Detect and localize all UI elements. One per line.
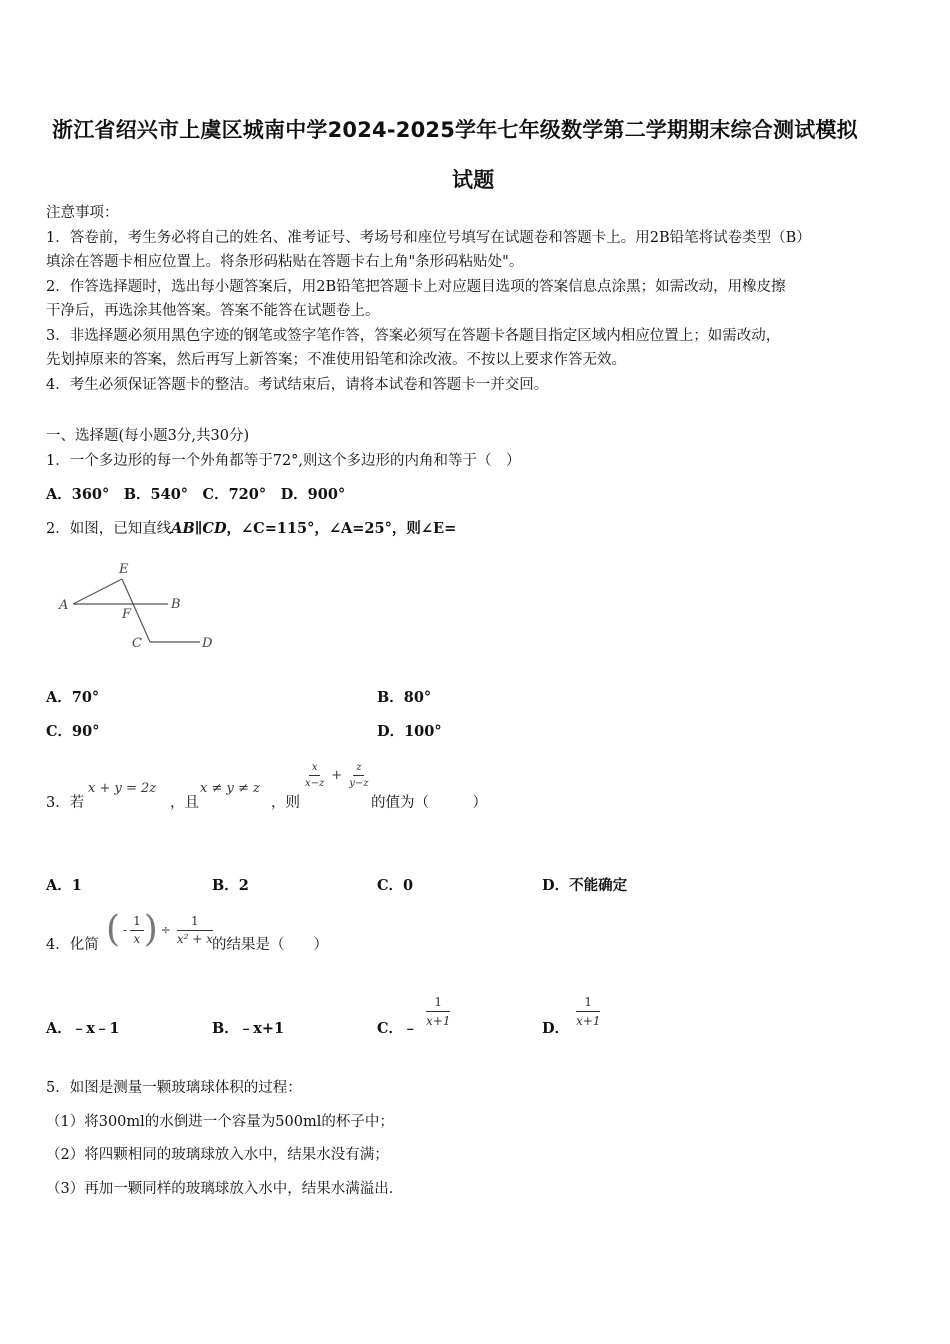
q4-c-den: x+1 <box>426 1014 451 1028</box>
q3-option-d: D．不能确定 <box>542 877 628 894</box>
label-f: F <box>122 607 132 622</box>
q4-frac1-num: 1 <box>130 913 144 931</box>
q2-option-a: A．70° <box>46 689 100 706</box>
q2-angle-expr: ，∠C=115°，∠A=25°，则∠E= <box>226 520 457 537</box>
label-e: E <box>119 562 129 577</box>
q3-expression <box>302 760 372 791</box>
q5-step: （3）再加一颗同样的玻璃球放入水中，结果水满溢出． <box>46 1181 404 1197</box>
q2-stem-prefix: 2．如图，已知直线 <box>46 521 172 537</box>
notice-item: 干净后，再选涂其他答案。答案不能答在试题卷上。 <box>46 303 380 319</box>
q4-divide: ÷ <box>160 923 171 937</box>
q4-expression <box>106 910 216 950</box>
question-2-stem <box>46 519 456 539</box>
q2-option-d: D．100° <box>377 723 442 740</box>
q3-option-c: C．0 <box>377 877 414 894</box>
q5-step: （1）将300ml的水倒进一个容量为500ml的杯子中； <box>46 1114 394 1130</box>
notice-item: 4．考生必须保证答题卡的整洁。考试结束后，请将本试卷和答题卡一并交回。 <box>46 377 549 393</box>
q3-prefix: 3．若 <box>46 795 85 811</box>
notice-item: 先划掉原来的答案，然后再写上新答案；不准使用铅笔和涂改液。不按以上要求作答无效。 <box>46 352 626 368</box>
q4-option-c-prefix: C．﹣ <box>377 1020 418 1037</box>
label-b: B <box>171 597 181 612</box>
q3-condition-1: x + y = 2z <box>88 781 157 796</box>
q4-prefix: 4．化简 <box>46 937 99 953</box>
notice-item: 1．答卷前，考生务必将自己的姓名、准考证号、考场号和座位号填写在试题卷和答题卡上。用2B铅笔将试卷类型（B） <box>46 230 811 246</box>
notice-heading: 注意事项： <box>46 205 119 221</box>
label-d: D <box>202 636 213 651</box>
q3-condition-2: x ≠ y ≠ z <box>200 781 260 796</box>
q3-option-b: B．2 <box>212 877 249 894</box>
q4-c-num: 1 <box>426 993 450 1012</box>
q4-d-den: x+1 <box>576 1014 601 1028</box>
q2-geometry-figure <box>55 556 225 656</box>
page-title: 浙江省绍兴市上虞区城南中学2024-2025学年七年级数学第二学期期末综合测试模拟 <box>52 118 858 142</box>
q4-option-a: A．﹣x﹣1 <box>46 1020 120 1037</box>
q4-option-c-fraction <box>423 993 453 1030</box>
q2-option-b: B．80° <box>377 689 432 706</box>
q3-frac1-num: x <box>309 760 321 776</box>
q3-mid-1: ，且 <box>170 795 199 811</box>
q3-mid-2: ，则 <box>271 795 300 811</box>
question-5-stem: 5．如图是测量一颗玻璃球体积的过程： <box>46 1080 302 1096</box>
q4-frac1-den: x <box>133 931 141 946</box>
q4-option-b: B．﹣x+1 <box>212 1020 285 1037</box>
q5-step: （2）将四颗相同的玻璃球放入水中，结果水没有满； <box>46 1147 389 1163</box>
segment-ae <box>73 579 122 604</box>
notice-item: 3．非选择题必须用黑色字迹的钢笔或签字笔作答，答案必须写在答题卡各题目指定区域内相应位置上；如需改动， <box>46 328 781 344</box>
q4-right-paren: ) <box>143 909 158 950</box>
q4-suffix: 的结果是（ ） <box>212 937 328 953</box>
q2-parallel-expr: AB∥CD <box>171 520 227 537</box>
q4-minus: - <box>123 923 128 937</box>
q4-d-num: 1 <box>576 993 600 1012</box>
q4-frac2-num: 1 <box>177 913 213 931</box>
question-1-stem: 1．一个多边形的每一个外角都等于72°,则这个多边形的内角和等于（ ） <box>46 453 521 469</box>
q4-frac2-den: x² + x <box>176 931 213 946</box>
label-a: A <box>59 598 69 613</box>
q4-option-d-fraction <box>573 993 603 1030</box>
q4-option-d-prefix: D． <box>542 1020 570 1037</box>
notice-item: 填涂在答题卡相应位置上。将条形码粘贴在答题卡右上角"条形码粘贴处"。 <box>46 254 524 270</box>
label-c: C <box>132 636 142 651</box>
q3-option-a: A．1 <box>46 877 82 894</box>
q4-left-paren: ( <box>106 909 121 950</box>
question-1-options: A．360° B．540° C．720° D．900° <box>46 486 346 503</box>
page-title-line2: 试题 <box>452 168 495 192</box>
q3-plus: + <box>331 768 343 783</box>
section-heading: 一、选择题(每小题3分,共30分) <box>46 428 250 444</box>
q2-option-c: C．90° <box>46 723 100 740</box>
q3-suffix: 的值为（ ） <box>371 795 487 811</box>
q3-frac2-den: y−z <box>349 778 369 789</box>
q3-frac2-num: z <box>353 760 364 776</box>
notice-item: 2．作答选择题时，选出每小题答案后，用2B铅笔把答题卡上对应题目选项的答案信息点涂黑；如需改动，用橡皮擦 <box>46 279 786 295</box>
q3-frac1-den: x−z <box>305 778 325 789</box>
